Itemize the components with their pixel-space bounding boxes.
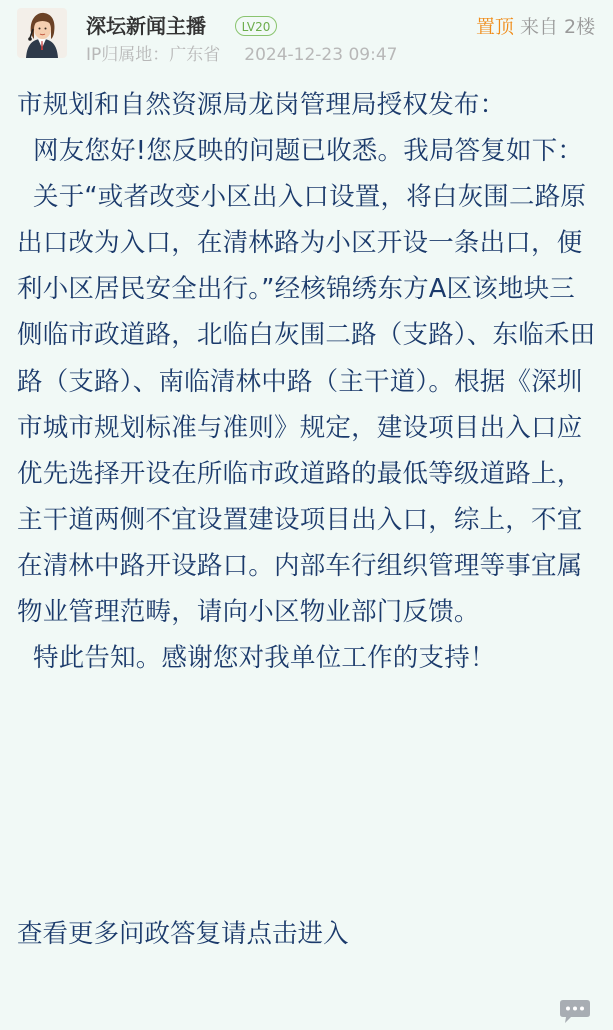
pinned-label: 置顶 xyxy=(476,16,515,38)
speech-bubble-icon xyxy=(558,998,592,1026)
post-header xyxy=(0,0,613,72)
username[interactable]: 深坛新闻主播 xyxy=(86,14,206,38)
post-timestamp: 2024-12-23 09:47 xyxy=(244,45,398,65)
content-paragraph: 网友您好!您反映的问题已收悉。我局答复如下： xyxy=(33,136,584,167)
floor-label: 来自 2楼 xyxy=(520,16,596,38)
post-content xyxy=(17,82,597,681)
post-meta xyxy=(86,43,397,67)
content-heading: 市规划和自然资源局龙岗管理局授权发布： xyxy=(17,90,506,120)
level-badge: LV20 xyxy=(235,16,277,36)
content-paragraph: 关于“或者改变小区出入口设置，将白灰围二路原出口改为入口，在清林路为小区开设一条出口，便利小区居民安全出行。”经核锦绣东方A区该地块三侧临市政道路，北临白灰围二路（支路）、东临禾田路（支路）、南临清林中路（主干道）。根据《深圳市城市规划标准与准则》规定，建设项目出入口应优先选择开设在所临市政道路的最低等级道路上，主干道两侧不宜设置建设项目出入口，综上，不宜在清林中路开设路口。内部车行组织管理等事宜属物业管理范畴，请向小区物业部门反馈。 xyxy=(17,182,596,628)
avatar[interactable] xyxy=(17,8,67,58)
more-answers-link[interactable]: 查看更多问政答复请点击进入 xyxy=(17,919,349,949)
content-paragraph: 特此告知。感谢您对我单位工作的支持！ xyxy=(33,643,496,674)
avatar-image xyxy=(17,8,67,58)
comment-button[interactable] xyxy=(558,998,592,1026)
ip-location: IP归属地：广东省 xyxy=(86,45,221,65)
